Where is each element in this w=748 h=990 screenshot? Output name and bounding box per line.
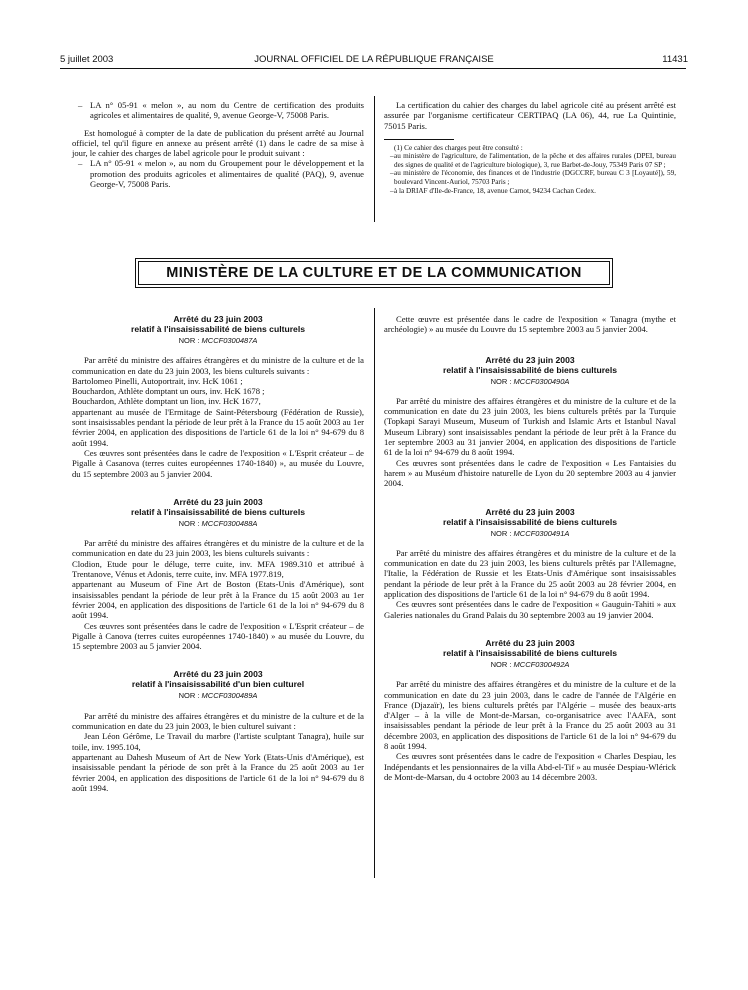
- label-item-2: – LA n° 05-91 « melon », au nom du Groupement pour le développement et la promotion des produits agricoles et alimentaires de qualité (PAQ), 9, avenue George-V, 75008 Paris.: [72, 158, 364, 189]
- decree-1-para-2: appartenant au musée de l'Ermitage de Saint-Pétersbourg (Fédération de Russie), sont insaisissables pendant la période de leur prêt à la France du 15 août 2003 au 1er février 2004, en application des dispositions de l'article 61 de la loi n° 94-679 du 8 août 1994.: [72, 406, 364, 448]
- header-page-number: 11431: [662, 54, 688, 65]
- decree-1-work-3: Bouchardon, Athlète domptant un lion, inv. HcK 1677,: [72, 396, 261, 407]
- ministry-banner-title: MINISTÈRE DE LA CULTURE ET DE LA COMMUNICATION: [138, 261, 610, 285]
- footnote-rule: [384, 139, 454, 140]
- decree-nor-6: NOR : MCCF0300492A: [490, 659, 570, 669]
- footnote-item-2: – au ministère de l'économie, des finances et de l'industrie (DGCCRF, bureau C 3 [Loyauté]), 59, boulevard Vincent-Auriol, 75703 Paris ;: [384, 169, 676, 186]
- decree-nor-5: NOR : MCCF0300491A: [490, 528, 570, 538]
- decree-nor-4: NOR : MCCF0300490A: [490, 376, 570, 386]
- decree-3-para-3: appartenant au Dahesh Museum of Art de New York (Etats-Unis d'Amérique), est insaisissable pendant la période de son prêt à la France du 25 août 2003 au 1er février 2004, en application des dispositions de l'article 61 de la loi n° 94-679 du 8 août 1994.: [72, 751, 364, 793]
- decree-4-para-1: Par arrêté du ministre des affaires étrangères et du ministre de la culture et de la communication en date du 23 juin 2003, les biens culturels prêtés par la Turquie (Topkapi Sarayi Museum, Museum of Turkish and Islamic Arts et Istanbul Naval Museum Library) sont insaisissables pendant la période de leur prêt à la France du 1er septembre 2003 au 31 janvier 2004, en application des dispositions de l'article 61 de la loi n° 94-679 du 8 août 1994.: [384, 395, 676, 458]
- left-column: [72, 314, 364, 793]
- footnote: [384, 144, 676, 196]
- label-item-1: – LA n° 05-91 « melon », au nom du Centre de certification des produits agricoles et alimentaires de qualité, 9, avenue George-V, 75008 Paris.: [72, 100, 364, 121]
- header-title: JOURNAL OFFICIEL DE LA RÉPUBLIQUE FRANÇAISE: [254, 54, 494, 65]
- decree-6-para-2: Ces œuvres sont présentées dans le cadre de l'exposition « Charles Despiau, les Indépendants et les pensionnaires de la villa Abd-el-Tif » au musée Despiau-Wlérick de Mont-de-Marsan, du 4 octobre 2003 au 14 décembre 2003.: [384, 751, 676, 782]
- decree-nor-3: NOR : MCCF0300489A: [178, 691, 258, 701]
- decree-1-para-3: Ces œuvres sont présentées dans le cadre de l'exposition « L'Esprit créateur – de Pigalle à Casanova (terres cuites européennes 1740-1840) », au musée du Louvre, du 15 septembre 2003 au 5 janvier 2004.: [72, 447, 364, 479]
- decree-2-para-4: Ces œuvres sont présentées dans le cadre de l'exposition « L'Esprit créateur – de Pigalle à Canova (terres cuites européennes 1740-1840) » au musée du Louvre, du 15 septembre 2003 au 5 janvier 2004.: [72, 620, 364, 652]
- decree-5-para-1: Par arrêté du ministre des affaires étrangères et du ministre de la culture et de la communication en date du 23 juin 2003, les biens culturels prêtés par l'Allemagne, l'Italie, la Fédération de Russie et les Etats-Unis d'Amérique sont insaisissables pendant la période de leur prêt à la France du 25 août 2003 au 28 février 2004, en application des dispositions de l'article 61 de la loi n° 94-679 du 8 août 1994.: [384, 547, 676, 600]
- decree-title-5: Arrêté du 23 juin 2003 relatif à l'insaisissabilité de biens culturels: [443, 506, 617, 527]
- decree-title-1: Arrêté du 23 juin 2003 relatif à l'insaisissabilité de biens culturels: [131, 314, 305, 334]
- decree-3-para-1: Par arrêté du ministre des affaires étrangères et du ministre de la culture et de la communication en date du 23 juin 2003, le bien culturel suivant :: [72, 710, 364, 732]
- footnote-item-3: – à la DRIAF d'Ile-de-France, 18, avenue Carnot, 94234 Cachan Cedex.: [384, 187, 676, 196]
- decree-4-para-2: Ces œuvres sont présentées dans le cadre de l'exposition « Les Fantaisies du harem » au Muséum d'histoire naturelle de Lyon du 20 septembre 2003 au 4 janvier 2004.: [384, 457, 676, 489]
- header-date: 5 juillet 2003: [60, 54, 114, 65]
- header-rule: [60, 68, 686, 69]
- top-left-column: [72, 100, 364, 189]
- footnote-item-1: – au ministère de l'agriculture, de l'alimentation, de la pêche et des affaires rurales (DPEI, bureau des signes de qualité et de l'agriculture biologique), 3, rue Barbet-de-Jouy, 75349 Paris 07 SP ;: [384, 152, 676, 169]
- certification-paragraph: La certification du cahier des charges du label agricole cité au présent arrêté est assurée par l'organisme certificateur CERTIPAQ (LA 06), 44, rue La Quintinie, 75015 Paris.: [384, 100, 676, 131]
- homologation-paragraph: Est homologué à compter de la date de publication du présent arrêté au Journal officiel, tel qu'il figure en annexe au présent arrêté (1) dans le cadre de sa mise à jour, le cahier des charges de label agricole pour le produit suivant :: [72, 127, 364, 159]
- decree-title-3: Arrêté du 23 juin 2003 relatif à l'insaisissabilité d'un bien culturel: [131, 669, 305, 690]
- decree-title-2: Arrêté du 23 juin 2003 relatif à l'insaisissabilité de biens culturels: [131, 496, 305, 517]
- decree-3-para-4: Cette œuvre est présentée dans le cadre de l'exposition « Tanagra (mythe et archéologie) » au musée du Louvre du 15 septembre 2003 au 5 janvier 2004.: [384, 314, 676, 335]
- decree-1-work-2: Bouchardon, Athlète domptant un ours, inv. HcK 1678 ;: [72, 386, 265, 397]
- decree-2-para-1: Par arrêté du ministre des affaires étrangères et du ministre de la culture et de la communication en date du 23 juin 2003, les biens culturels suivants :: [72, 538, 364, 559]
- decree-2-para-2: Clodion, Etude pour le déluge, terre cuite, inv. MFA 1989.310 et attribué à Trentanove, Vénus et Adonis, terre cuite, inv. MFA 1977.819,: [72, 558, 364, 580]
- decree-nor-2: NOR : MCCF0300488A: [178, 518, 258, 528]
- column-divider-top: [374, 96, 375, 222]
- top-right-column: [384, 100, 676, 195]
- decree-title-4: Arrêté du 23 juin 2003 relatif à l'insaisissabilité de biens culturels: [443, 354, 617, 375]
- decree-1-work-1: Bartolomeo Pinelli, Autoportrait, inv. HcK 1061 ;: [72, 375, 243, 386]
- right-column: [384, 314, 676, 782]
- ministry-banner: [135, 258, 613, 288]
- decree-6-para-1: Par arrêté du ministre des affaires étrangères et du ministre de la culture et de la communication en date du 23 juin 2003, dans le cadre de l'année de l'Algérie en France (Djazaïr), les biens culturels prêtés par l'Algérie – musée des beaux-arts d'Alger – à la ville de Mont-de-Marsan, co-organisatrice avec l'AAFA, sont insaisissables pendant la période de leur prêt à la France du 25 août 2003 au 31 décembre 2003, en application des dispositions de l'article 61 de la loi n° 94-679 du 8 août 1994.: [384, 679, 676, 752]
- decree-2-para-3: appartenant au Museum of Fine Art de Boston (Etats-Unis d'Amérique), sont insaisissables pendant la période de leur prêt à la France du 15 août 2003 au 1er février 2004, en application des dispositions de l'article 61 de la loi n° 94-679 du 8 août 1994.: [72, 579, 364, 621]
- footnote-intro: (1) Ce cahier des charges peut être consulté :: [394, 143, 523, 152]
- column-divider-bottom: [374, 308, 375, 878]
- decree-nor-1: NOR : MCCF0300487A: [178, 336, 258, 345]
- decree-3-para-2: Jean Léon Gérôme, Le Travail du marbre (l'artiste sculptant Tanagra), huile sur toile, inv. 1995.104,: [72, 731, 364, 752]
- decree-title-6: Arrêté du 23 juin 2003 relatif à l'insaisissabilité de biens culturels: [443, 637, 617, 658]
- decree-1-para-1: Par arrêté du ministre des affaires étrangères et du ministre de la culture et de la communication en date du 23 juin 2003, les biens culturels suivants :: [72, 355, 364, 376]
- decree-5-para-2: Ces œuvres sont présentées dans le cadre de l'exposition « Gauguin-Tahiti » aux Galeries nationales du Grand Palais du 30 septembre 2003 au 19 janvier 2004.: [384, 599, 676, 620]
